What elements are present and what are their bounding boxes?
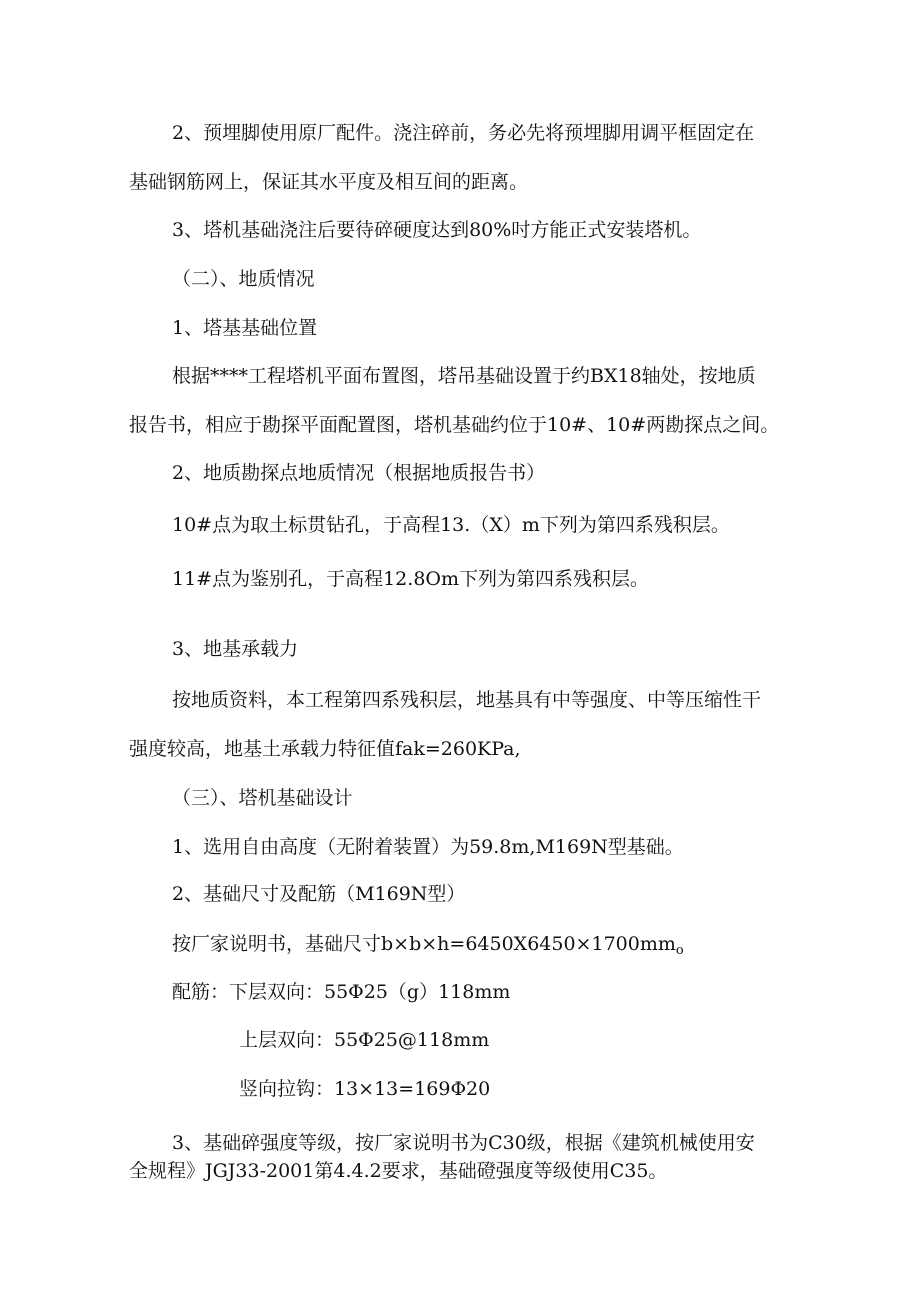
foundation-size-text: 按厂家说明书，基础尺寸b×b×h=6450X6450×1700mm (172, 933, 676, 955)
subheading-size-reinforcement: 2、基础尺寸及配筋（M169N型） (172, 883, 466, 905)
paragraph-embedded-feet-line-1: 2、预埋脚使用原厂配件。浇注碎前，务必先将预埋脚用调平框固定在 (172, 122, 755, 144)
paragraph-location-line-1: 根据****工程塔机平面布置图，塔吊基础设置于约BX18轴处，按地质 (172, 365, 756, 387)
foundation-size-suffix: o (675, 943, 684, 958)
subheading-survey-points: 2、地质勘探点地质情况（根据地质报告书） (172, 462, 546, 484)
paragraph-point-10: 10#点为取土标贯钻孔，于高程13.（X）m下列为第四系残积层。 (172, 514, 730, 536)
paragraph-point-11: 11#点为鉴别孔，于高程12.8Om下列为第四系残积层。 (172, 568, 649, 590)
paragraph-concrete-grade-line-2: 全规程》JGJ33-2001第4.4.2要求，基础磴强度等级使用C35。 (129, 1160, 668, 1182)
section-heading-geology: （二）、地质情况 (172, 268, 315, 290)
paragraph-foundation-hardness: 3、塔机基础浇注后要待碎硬度达到80%吋方能正式安装塔机。 (172, 219, 702, 241)
paragraph-rebar-lower: 配筋：下层双向：55Φ25（g）118mm (172, 981, 511, 1003)
subheading-foundation-location: 1、塔基基础位置 (172, 317, 318, 339)
subheading-bearing-capacity: 3、地基承载力 (172, 638, 299, 660)
paragraph-rebar-vertical: 竖向拉钩：13×13=169Φ20 (239, 1078, 491, 1100)
paragraph-bearing-line-2: 强度较高，地基土承载力特征值fak=260KPa, (129, 738, 521, 760)
paragraph-rebar-upper: 上层双向：55Φ25@118mm (239, 1029, 490, 1051)
paragraph-location-line-2: 报告书，相应于勘探平面配置图，塔机基础约位于10#、10#两勘探点之间。 (129, 414, 780, 436)
paragraph-concrete-grade-line-1: 3、基础碎强度等级，按厂家说明书为C30级，根据《建筑机械使用安 (172, 1132, 755, 1154)
paragraph-bearing-line-1: 按地质资料，本工程第四系残积层，地基具有中等强度、中等压缩性干 (172, 689, 762, 711)
paragraph-free-height: 1、选用自由高度（无附着装置）为59.8m,M169N型基础。 (172, 836, 684, 858)
section-heading-foundation-design: （三）、塔机基础设计 (172, 787, 353, 809)
paragraph-foundation-size (172, 931, 684, 964)
paragraph-embedded-feet-line-2: 基础钢筋网上，保证其水平度及相互间的距离。 (129, 171, 529, 193)
